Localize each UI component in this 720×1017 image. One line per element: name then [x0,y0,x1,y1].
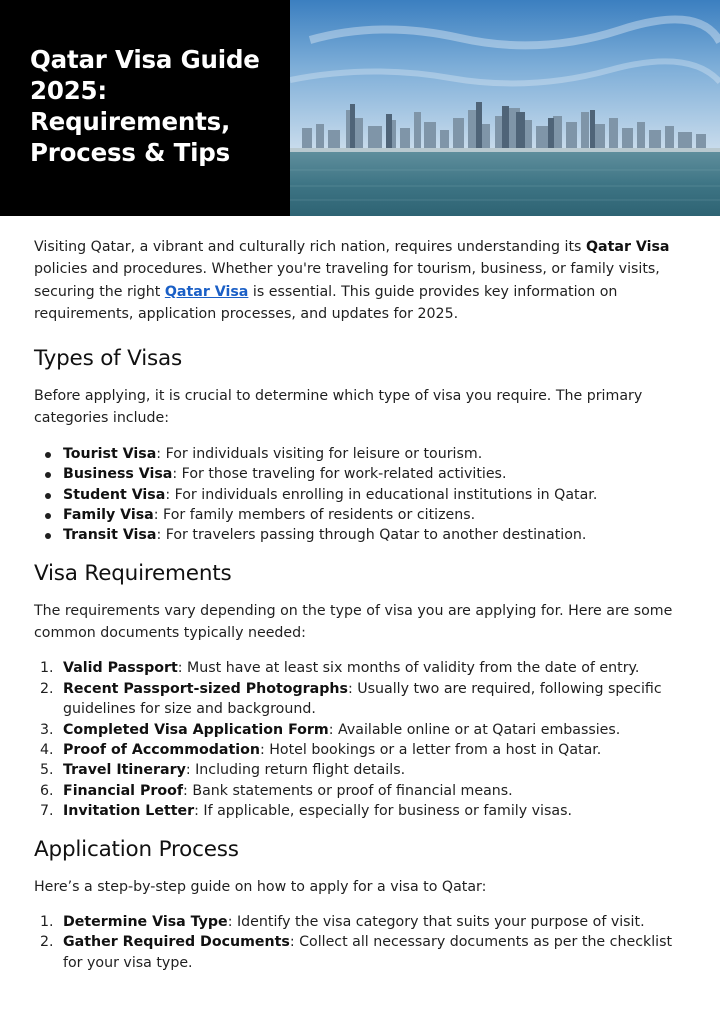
article-body [34,236,674,973]
intro-text-2: policies and procedures. Whether you're traveling for tourism, business, or family visits, securing the right [34,261,660,300]
process-heading: Application Process [34,836,239,862]
list-item-label: Tourist Visa [63,445,157,462]
list-item-label: Proof of Accommodation [63,742,260,759]
list-number: 6. [40,782,54,799]
requirements-list [34,658,674,821]
list-item [34,801,674,821]
list-item-label: Family Visa [63,507,154,523]
list-item-text: : Identify the visa category that suits your purpose of visit. [227,913,645,930]
list-item-label: Student Visa [63,486,166,503]
process-list [34,912,674,973]
list-number: 3. [40,721,54,738]
list-number: 1. [40,660,54,677]
list-number: 4. [40,742,54,759]
list-item [34,932,674,973]
types-paragraph: Before applying, it is crucial to determine which type of visa you require. The primary categories include: [34,388,643,427]
list-number: 1. [40,913,54,930]
page-title: Qatar Visa Guide 2025: Requirements, Process & Tips [30,45,260,167]
list-item [34,525,674,545]
hero-title-panel [0,0,290,216]
types-heading: Types of Visas [34,346,182,372]
list-item-text: : For travelers passing through Qatar to another destination. [156,527,587,544]
list-item-text: : For those traveling for work-related activities. [172,466,507,483]
list-item-text: : Usually two are required, following specific guidelines for size and background. [63,680,662,718]
list-item-label: Invitation Letter [63,803,195,820]
list-item [34,679,674,720]
list-item-text: : Hotel bookings or a letter from a host in Qatar. [259,742,602,759]
qatar-visa-link[interactable]: Qatar Visa [164,283,249,300]
list-item [34,781,674,801]
list-item-label: Valid Passport [63,660,178,677]
list-item-label: Determine Visa Type [63,913,228,930]
list-item-text: : Bank statements or proof of financial means. [183,782,513,799]
list-item [34,658,674,678]
list-number: 2. [40,934,54,951]
list-item-label: Recent Passport-sized Photographs [63,680,348,697]
requirements-heading: Visa Requirements [34,560,232,586]
requirements-paragraph: The requirements vary depending on the type of visa you are applying for. Here are some common documents typically needed: [34,602,673,642]
list-item-label: Gather Required Documents [63,934,290,951]
list-item-label: Transit Visa [63,527,157,544]
list-item-label: Travel Itinerary [63,762,186,779]
list-item [34,760,674,780]
list-item [34,720,674,740]
list-item [34,464,674,484]
list-item [34,485,674,505]
list-item [34,740,674,760]
list-item-text: : For family members of residents or citizens. [153,507,476,523]
list-item-label: Completed Visa Application Form [63,721,329,738]
list-item-text: : Must have at least six months of validity from the date of entry. [177,660,640,677]
list-item [34,505,674,525]
list-item-label: Business Visa [63,466,173,483]
list-number: 2. [40,680,54,697]
visa-types-list [34,444,674,546]
list-item [34,912,674,932]
list-item-text: : For individuals visiting for leisure or tourism. [156,445,483,462]
list-item-text: : Including return flight details. [185,762,406,779]
doha-skyline-photo [290,0,720,216]
process-paragraph: Here’s a step-by-step guide on how to apply for a visa to Qatar: [34,878,487,895]
intro-paragraph [34,236,674,325]
list-item-text: : For individuals enrolling in educational institutions in Qatar. [165,486,598,503]
list-item-text: : Collect all necessary documents as per the checklist for your visa type. [63,934,673,971]
list-number: 7. [40,803,54,820]
list-item-text: : Available online or at Qatari embassies. [328,721,621,738]
intro-text-1: Visiting Qatar, a vibrant and culturally rich nation, requires understanding its [34,239,586,255]
intro-text-3: is essential. This guide provides key information on requirements, application processes, and updates for 2025. [34,283,618,322]
hero-banner [0,0,720,216]
list-item-text: : If applicable, especially for business or family visas. [194,803,572,820]
list-item-label: Financial Proof [63,782,184,799]
list-item [34,444,674,464]
list-number: 5. [40,762,54,779]
intro-bold-qatar-visa: Qatar Visa [585,239,670,255]
